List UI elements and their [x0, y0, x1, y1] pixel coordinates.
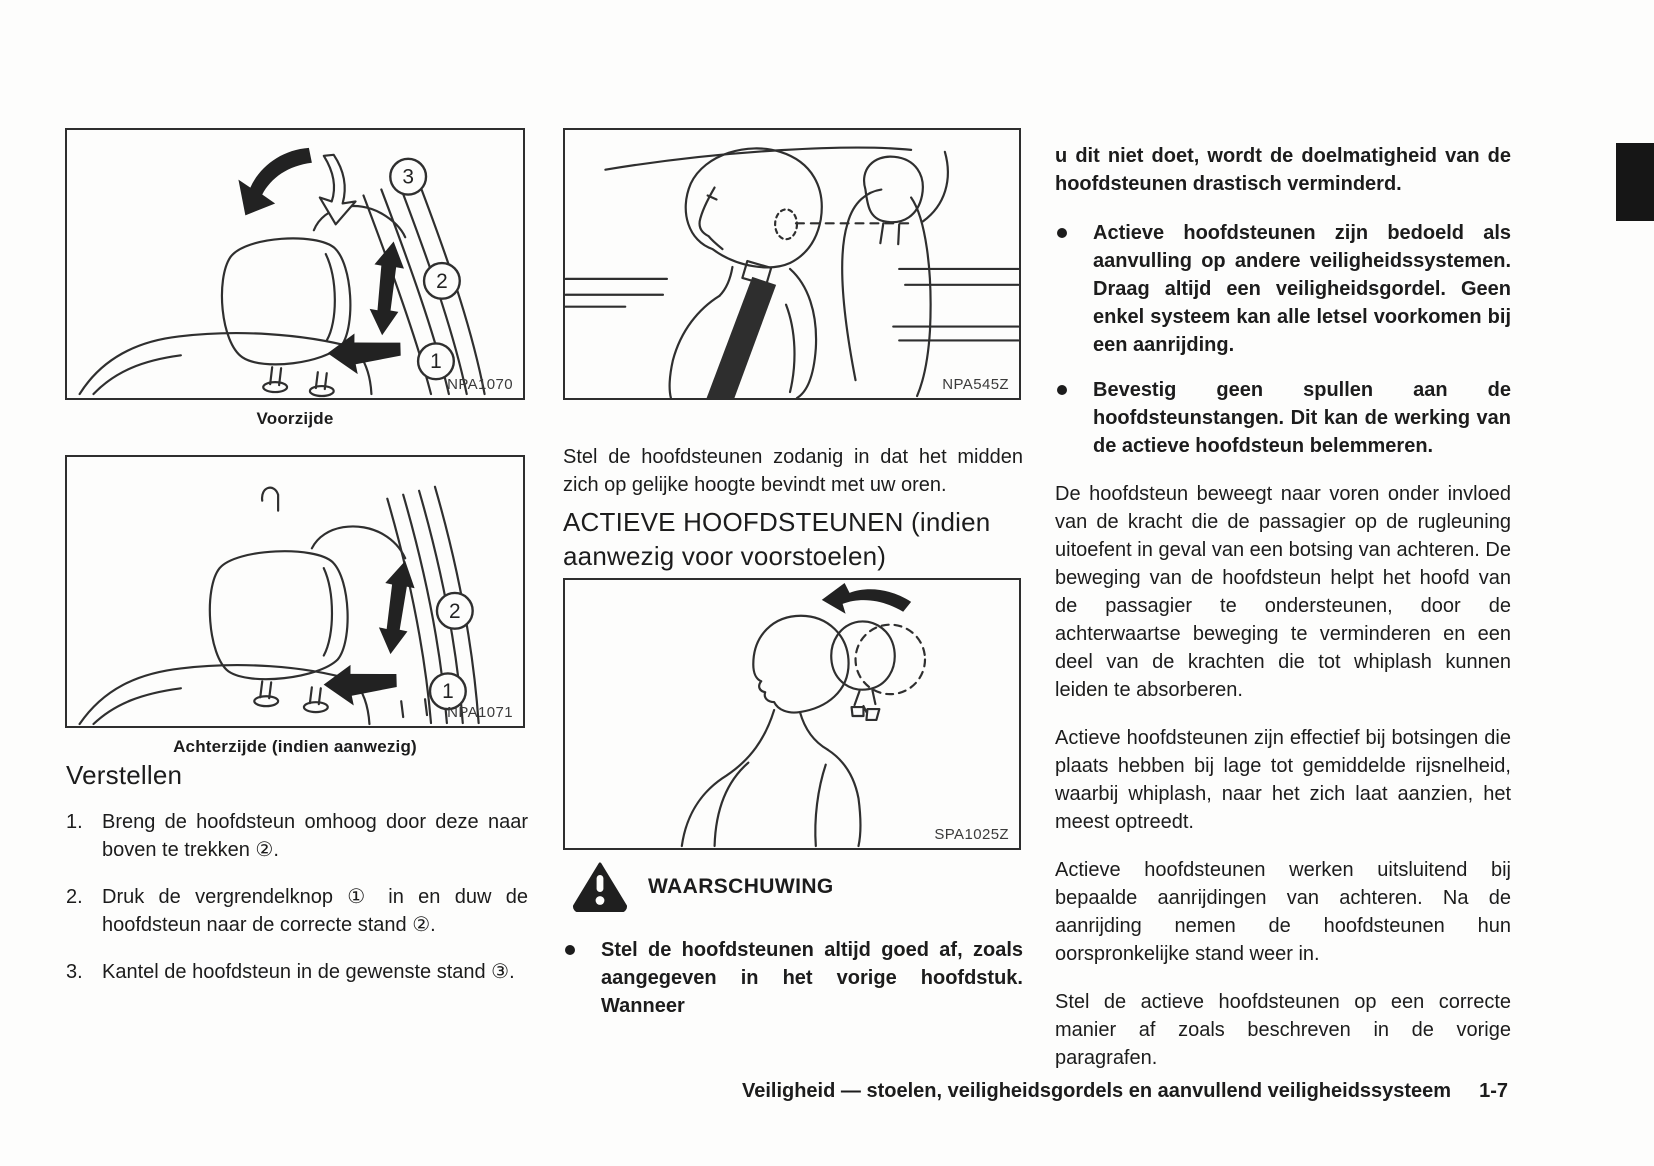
- front-headrest-illustration: [67, 130, 523, 398]
- step-text: Kantel de hoofdsteun in de gewenste stand ③.: [102, 961, 515, 983]
- callout-number: 3: [402, 165, 414, 189]
- heading-verstellen: Verstellen: [66, 760, 183, 790]
- heading-actieve-hoofdsteunen: ACTIEVE HOOFDSTEUNEN (indien aanwezig voor voorstoelen): [563, 507, 991, 571]
- forward-arrow: [822, 583, 911, 614]
- figure-caption-front: Voorzijde: [256, 409, 334, 428]
- figure-code: NPA1071: [447, 704, 513, 721]
- step-item: [66, 808, 528, 864]
- step-item: [66, 958, 528, 986]
- body-paragraph: Actieve hoofdsteunen werken uitsluitend bij bepaalde aanrijdingen van achteren. Na de aanrijding nemen de hoofdsteunen hun oorspronkelijke stand weer in.: [1055, 859, 1511, 965]
- warning-bullet-item: [1055, 219, 1511, 359]
- right-column: [1055, 122, 1511, 1091]
- callout-number: 1: [442, 680, 454, 704]
- body-paragraph: Stel de actieve hoofdsteunen op een correcte manier af zoals beschreven in de vorige paragrafen.: [1055, 991, 1511, 1069]
- warning-bullet-text: Actieve hoofdsteunen zijn bedoeld als aanvulling op andere veiligheidssystemen. Draag altijd een veiligheidsgordel. Geen enkel systeem kan alle letsel voorkomen bij een aanrijding.: [1093, 222, 1511, 356]
- warning-bullets: [563, 936, 1023, 1037]
- section-thumb-tab: [1616, 143, 1654, 221]
- arrow-marks: [322, 558, 422, 709]
- step-number: 2.: [66, 886, 83, 908]
- warning-label: WAARSCHUWING: [648, 875, 834, 898]
- active-headrest-illustration: [565, 580, 1019, 848]
- rear-headrest-illustration: [67, 457, 523, 726]
- body-paragraph: De hoofdsteun beweegt naar voren onder invloed van de kracht die de passagier op de rugleuning uitoefent in geval van een botsing van achteren. De beweging van de hoofdsteun helpt het hoofd van de passagier te ondersteunen, door de achterwaartse beweging te verminderen en een deel van de krachten die tot whiplash kunnen leiden te absorberen.: [1055, 483, 1511, 701]
- callout-number: 2: [436, 269, 448, 293]
- page-number: 1-7: [1479, 1080, 1508, 1102]
- callout-number: 1: [430, 350, 442, 374]
- warning-bullet-item: [1055, 376, 1511, 460]
- body-paragraph: Actieve hoofdsteunen zijn effectief bij botsingen die plaats hebben bij lage tot gemiddelde rijsnelheid, waarbij whiplash, naar het zich laat aanzien, het meest optreedt.: [1055, 727, 1511, 833]
- page-footer: [742, 1080, 1508, 1103]
- figure-code: SPA1025Z: [934, 826, 1009, 843]
- step-number: 3.: [66, 961, 83, 983]
- step-text: Breng de hoofdsteun omhoog door deze naar boven te trekken ②.: [102, 811, 528, 861]
- headrest-height-paragraph: Stel de hoofdsteunen zodanig in dat het midden zich op gelijke hoogte bevindt met uw oren.: [563, 446, 1023, 496]
- bullet-icon: [1057, 228, 1067, 238]
- footer-section-title: Veiligheid — stoelen, veiligheidsgordels en aanvullend veiligheidssysteem: [741, 1080, 1452, 1102]
- seatbelt-shape: [707, 277, 776, 398]
- step-item: [66, 883, 528, 939]
- bullet-icon: [565, 945, 575, 955]
- warning-bullet-text: Stel de hoofdsteunen altijd goed af, zoals aangegeven in het vorige hoofdstuk. Wanneer: [601, 939, 1023, 1017]
- figure-caption-rear: Achterzijde (indien aanwezig): [173, 737, 417, 756]
- seated-passenger-illustration: [565, 130, 1019, 398]
- arrow-marks: [238, 148, 410, 377]
- warning-bullet-text: Bevestig geen spullen aan de hoofdsteunstangen. Dit kan de werking van de actieve hoofdsteun belemmeren.: [1093, 379, 1511, 457]
- figure-code: NPA1070: [447, 376, 513, 393]
- bullet-icon: [1057, 385, 1067, 395]
- warning-bullet-item: [563, 936, 1023, 1020]
- callout-number: 2: [449, 599, 461, 623]
- step-text: Druk de vergrendelknop ① in en duw de hoofdsteun naar de correcte stand ②.: [102, 886, 528, 936]
- figure-rear-headrest: [65, 455, 525, 728]
- adjustment-steps: [66, 808, 528, 1005]
- figure-front-headrest: [65, 128, 525, 400]
- step-number: 1.: [66, 811, 83, 833]
- figure-active-headrest: [563, 578, 1021, 850]
- warning-triangle-icon: [572, 862, 628, 912]
- warning-header: [572, 862, 1017, 912]
- figure-seated-passenger: [563, 128, 1021, 400]
- figure-code: NPA545Z: [942, 376, 1009, 393]
- warning-continuation-paragraph: u dit niet doet, wordt de doelmatigheid van de hoofdsteunen drastisch verminderd.: [1055, 145, 1511, 195]
